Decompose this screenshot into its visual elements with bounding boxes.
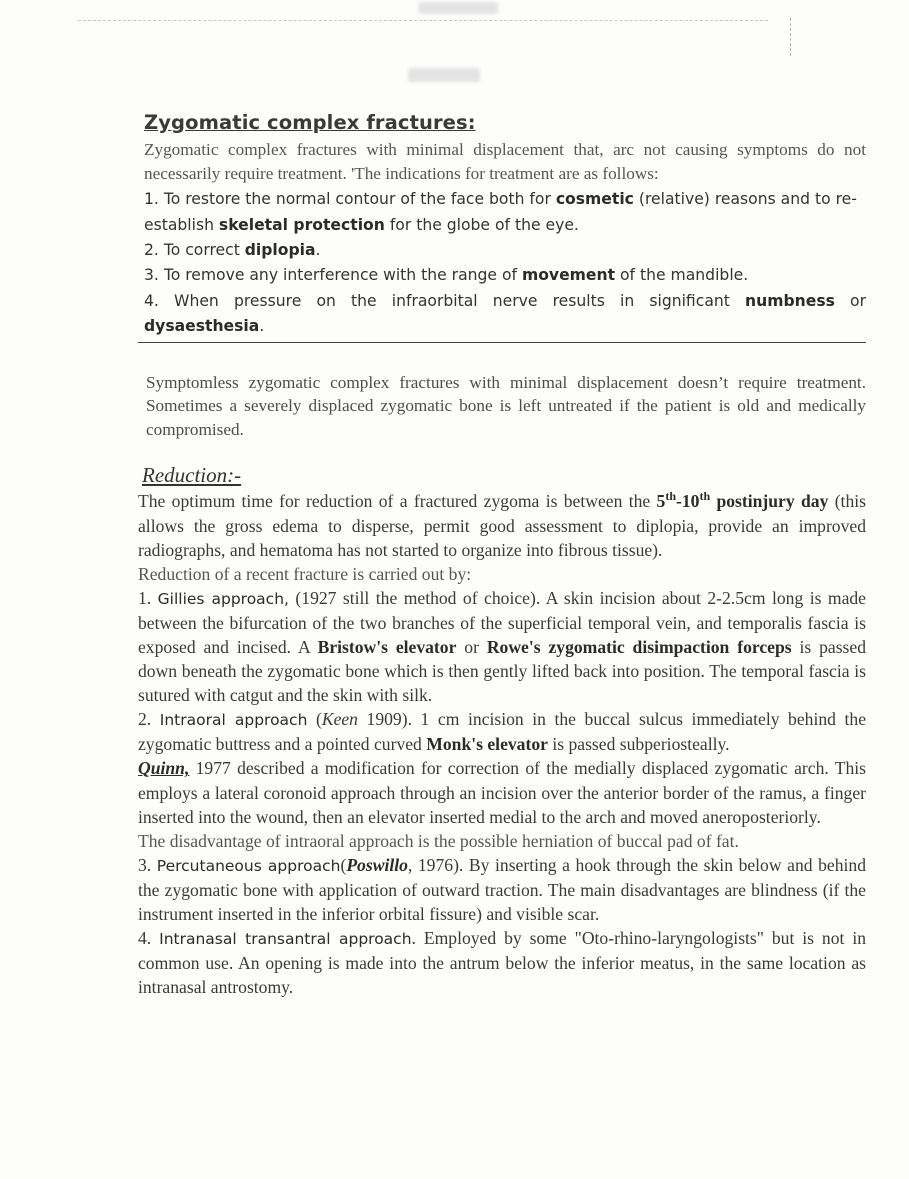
quinn-paragraph: Quinn, 1977 described a modification for correction of the medially displaced zygomatic arch. This employs a lateral coronoid approach through an incision over the anterior border of the ramus, a finger inserted into the wound, then an elevator inserted medial to the arch and moved aneroposteriorly. bbox=[138, 758, 866, 827]
percutaneous-approach-paragraph: 3. Percutaneous approach(Poswillo, 1976). By inserting a hook through the skin below and behind the zygomatic bone with application of outward traction. The main disadvantages are blindness (if the instrument inserted in the inferior orbital fissure) and visible scar. bbox=[138, 854, 866, 924]
bleed-through-smudge bbox=[418, 2, 498, 14]
scan-artifact-top-line bbox=[78, 20, 768, 21]
list-item: 4. When pressure on the infraorbital nerve results in significant numbness or dysaesthesia. bbox=[144, 291, 866, 336]
list-item: 3. To remove any interference with the range of movement of the mandible. bbox=[144, 266, 749, 285]
intro-paragraph: Zygomatic complex fractures with minimal displacement that, arc not causing symptoms do not necessarily require treatment. 'The indications for treatment are as follows: bbox=[144, 140, 866, 183]
scan-artifact-vertical-mark bbox=[790, 18, 791, 56]
section-heading-zygomatic: Zygomatic complex fractures: bbox=[144, 111, 476, 134]
disadvantage-paragraph: The disadvantage of intraoral approach is the possible herniation of buccal pad of fat. bbox=[138, 830, 739, 851]
bleed-through-smudge bbox=[408, 68, 480, 82]
symptomless-paragraph: Symptomless zygomatic complex fractures with minimal displacement doesn’t require treatment. Sometimes a severely displaced zygomatic bone is left untreated if the patient is old and medically compromised. bbox=[146, 372, 866, 439]
document-page bbox=[138, 108, 866, 999]
intranasal-approach-paragraph: 4. Intranasal transantral approach. Employed by some "Oto-rhino-laryngologists" but is not in common use. An opening is made into the antrum below the inferior meatus, in the same location as intranasal antrostomy. bbox=[138, 928, 867, 998]
gillies-approach-paragraph: 1. Gillies approach, (1927 still the method of choice). A skin incision about 2-2.5cm long is made between the bifurcation of the two branches of the superficial temporal vein, and temporalis fascia is exposed and incised. A Bristow's elevator or Rowe's zygomatic disimpaction forceps is passed down beneath the zygomatic bone which is then gently lifted back into position. The temporal fascia is sutured with catgut and the skin with silk. bbox=[138, 587, 867, 706]
section-divider bbox=[138, 342, 866, 343]
reduction-heading: Reduction:- bbox=[142, 463, 242, 488]
list-item: 1. To restore the normal contour of the face both for cosmetic (relative) reasons and to re-establish skeletal protection for the globe of the eye. bbox=[144, 190, 857, 234]
reduction-body bbox=[138, 489, 866, 999]
reduction-intro-line: Reduction of a recent fracture is carried out by: bbox=[138, 563, 472, 584]
optimum-time-paragraph: The optimum time for reduction of a fractured zygoma is between the 5th-10th postinjury day (this allows the gross edema to disperse, permit good assessment to diplopia, provide an improved radiographs, and hematoma has not started to organize into fibrous tissue). bbox=[138, 489, 866, 560]
list-item: 2. To correct diplopia. bbox=[144, 241, 321, 259]
indications-list bbox=[138, 187, 866, 339]
intraoral-approach-paragraph: 2. Intraoral approach (Keen 1909). 1 cm incision in the buccal sulcus immediately behind the zygomatic buttress and a pointed curved Monk's elevator is passed subperiosteally. bbox=[138, 709, 866, 755]
